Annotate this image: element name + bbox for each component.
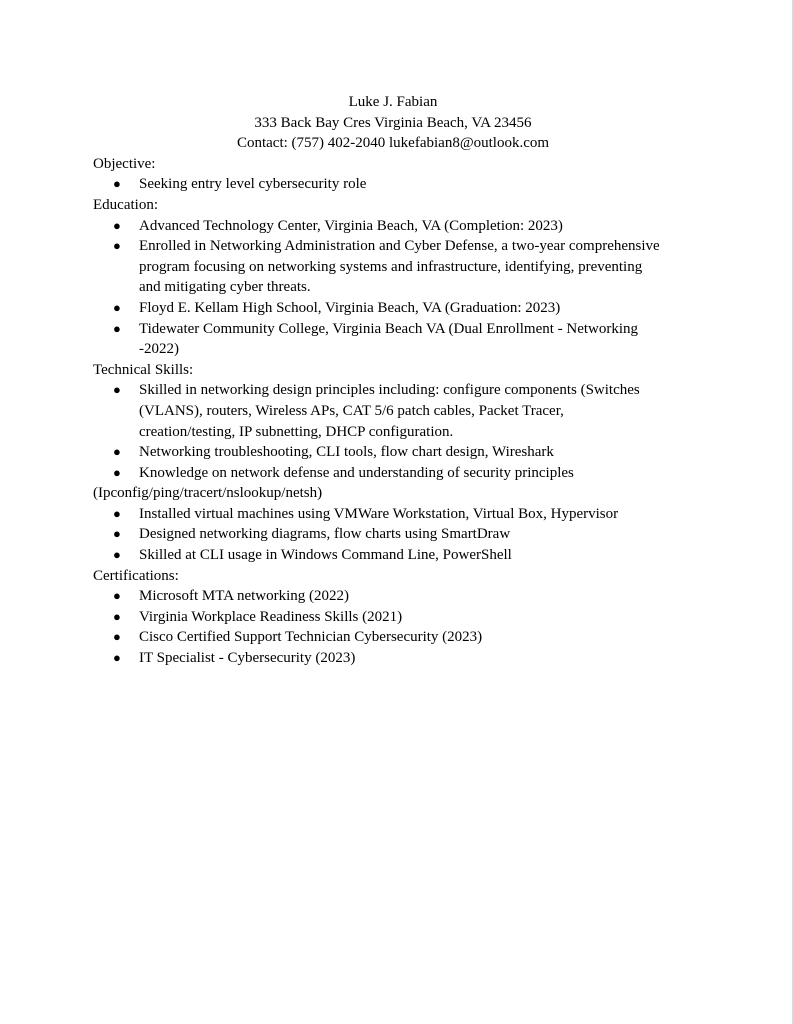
bullet-icon: ● xyxy=(113,547,121,563)
list-item-text: Skilled at CLI usage in Windows Command Line, PowerShell xyxy=(139,547,512,564)
bullet-icon: ● xyxy=(113,217,121,233)
objective-heading: Objective: xyxy=(93,155,156,172)
education-heading: Education: xyxy=(93,196,158,213)
list-item xyxy=(93,504,669,525)
list-item-text: Cisco Certified Support Technician Cybersecurity (2023) xyxy=(139,629,483,646)
list-item-text: Networking troubleshooting, CLI tools, flow chart design, Wireshark xyxy=(139,444,554,461)
bullet-icon: ● xyxy=(113,320,121,336)
list-item xyxy=(93,524,669,545)
certifications-heading: Certifications: xyxy=(93,567,179,584)
bullet-icon: ● xyxy=(113,526,121,542)
list-item xyxy=(93,380,651,442)
list-item-text: IT Specialist - Cybersecurity (2023) xyxy=(139,650,356,667)
list-item xyxy=(93,174,669,195)
list-item-text: Enrolled in Networking Administration and Cyber Defense, a two-year comprehensive program focusing on networking systems and infrastructure, identifying, preventing and mitigating cyber threats. xyxy=(139,238,660,296)
list-item-text: Installed virtual machines using VMWare Workstation, Virtual Box, Hypervisor xyxy=(139,505,619,522)
objective-list xyxy=(93,174,693,195)
list-item xyxy=(93,319,662,360)
bullet-icon: ● xyxy=(113,176,121,192)
list-item-text: Floyd E. Kellam High School, Virginia Beach, VA (Graduation: 2023) xyxy=(139,299,561,316)
list-item xyxy=(93,607,669,628)
technical-skills-list-continued xyxy=(93,504,693,566)
education-list xyxy=(93,216,693,360)
bullet-icon: ● xyxy=(113,382,121,398)
list-item-text: Knowledge on network defense and understanding of security principles xyxy=(139,464,574,481)
list-item-text: Microsoft MTA networking (2022) xyxy=(139,588,350,605)
list-item-text: Tidewater Community College, Virginia Beach VA (Dual Enrollment - Networking -2022) xyxy=(139,320,639,358)
list-item xyxy=(93,216,669,237)
list-item-text: Designed networking diagrams, flow charts using SmartDraw xyxy=(139,526,511,543)
applicant-name: Luke J. Fabian xyxy=(348,94,438,110)
list-item xyxy=(93,545,669,566)
list-item-text: Virginia Workplace Readiness Skills (2021) xyxy=(139,608,403,625)
list-item xyxy=(93,298,669,319)
bullet-icon: ● xyxy=(113,588,121,604)
list-item xyxy=(93,627,669,648)
bullet-icon: ● xyxy=(113,464,121,480)
resume-document xyxy=(93,92,693,669)
list-item xyxy=(93,442,669,463)
applicant-contact: Contact: (757) 402-2040 lukefabian8@outlook.com xyxy=(236,135,550,152)
bullet-icon: ● xyxy=(113,444,121,460)
list-item xyxy=(93,236,665,298)
applicant-address: 333 Back Bay Cres Virginia Beach, VA 23456 xyxy=(254,114,532,131)
certifications-list xyxy=(93,586,693,668)
list-item-text: Skilled in networking design principles including: configure components (Switches (VLANS), routers, Wireless APs, CAT 5/6 patch cables, Packet Tracer, creation/testing, IP subnetting, DHCP configuration. xyxy=(139,382,640,440)
bullet-icon: ● xyxy=(113,238,121,254)
bullet-icon: ● xyxy=(113,629,121,645)
list-item-text: Advanced Technology Center, Virginia Beach, VA (Completion: 2023) xyxy=(139,217,563,234)
list-item-text: Seeking entry level cybersecurity role xyxy=(139,176,367,193)
list-item xyxy=(93,586,669,607)
list-item xyxy=(93,648,669,669)
bullet-icon: ● xyxy=(113,505,121,521)
resume-header xyxy=(93,92,693,154)
bullet-icon: ● xyxy=(113,299,121,315)
bullet-icon: ● xyxy=(113,650,121,666)
technical-skills-list xyxy=(93,380,693,483)
skills-continuation: (Ipconfig/ping/tracert/nslookup/netsh) xyxy=(93,485,323,502)
list-item xyxy=(93,463,669,484)
technical-skills-heading: Technical Skills: xyxy=(93,361,194,378)
bullet-icon: ● xyxy=(113,608,121,624)
